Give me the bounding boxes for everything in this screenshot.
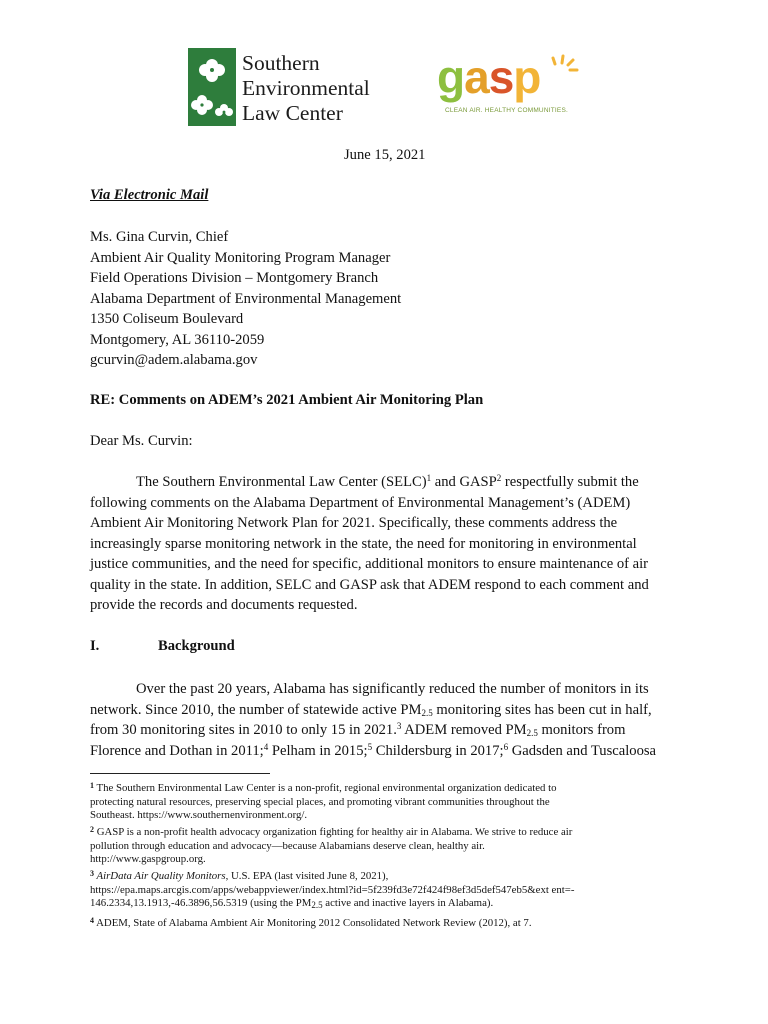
- footnote-ref: 2: [496, 473, 502, 483]
- address-line: Alabama Department of Environmental Management: [90, 290, 402, 307]
- paragraph-line: provide the records and documents requested.: [90, 597, 358, 613]
- address-line: Field Operations Division – Montgomery Branch: [90, 270, 379, 286]
- paragraph-line: justice communities, and the need for specific, additional monitors to ensure maintenance of air: [90, 556, 649, 572]
- letter-date: June 15, 2021: [344, 147, 426, 163]
- gasp-tagline: CLEAN AIR. HEALTHY COMMUNITIES.: [445, 107, 568, 114]
- address-line: Ambient Air Quality Monitoring Program Manager: [90, 249, 391, 266]
- footnote-link[interactable]: Southeast. https://www.southernenvironment.org/.: [90, 809, 308, 822]
- selc-logo: [188, 48, 388, 126]
- address-line: Ms. Gina Curvin, Chief: [90, 229, 229, 245]
- section-title: Background: [158, 638, 235, 654]
- footnote-1: $^1$ The Southern Environmental Law Center is a non-profit, regional environmental organization dedicated to protecting natural resources, preserving special places, and promoting vibrant communities throughout the Southeast. https://www.southernenvironment.org/.: [90, 781, 557, 822]
- footnote-ref: 3: [396, 721, 402, 731]
- paragraph-line: following comments on the Alabama Department of Environmental Management’s (ADEM): [90, 494, 631, 511]
- paragraph-line: Ambient Air Monitoring Network Plan for 2021. Specifically, these comments address the: [90, 515, 618, 531]
- footnote-2: $^2$ GASP is a non-profit health advocacy organization fighting for healthy air in Alabama. We strive to reduce air pollution through education and advocacy—because Alabamians deserve clean, healthy air. http://www.gaspgroup.org.: [90, 825, 573, 866]
- selc-name-line-2: Environmental: [242, 76, 370, 100]
- paragraph-line: from 30 monitoring sites in 2010 to only 15 in 2021.$^3$ ADEM removed $PM_{2.5}$ monitors from: [90, 721, 626, 738]
- footnote-ref: 1: [426, 473, 432, 483]
- address-line: 1350 Coliseum Boulevard: [90, 311, 244, 327]
- footnote-divider: [90, 773, 270, 774]
- intro-paragraph: [90, 472, 649, 616]
- subject-line: RE: Comments on ADEM’s 2021 Ambient Air Monitoring Plan: [90, 392, 484, 408]
- footnote-4: $^4$ ADEM, State of Alabama Ambient Air Monitoring 2012 Consolidated Network Review (2012), at 7.: [90, 916, 532, 929]
- recipient-email: gcurvin@adem.alabama.gov: [90, 352, 258, 368]
- paragraph-line: Over the past 20 years, Alabama has significantly reduced the number of monitors in its: [136, 681, 649, 697]
- gasp-logo: [437, 52, 581, 120]
- selc-wordmark: [242, 51, 370, 126]
- address-line: Montgomery, AL 36110-2059: [90, 331, 265, 348]
- paragraph-line: The Southern Environmental Law Center (SELC)$^1$ and GASP$^2$ respectfully submit the: [136, 473, 639, 490]
- background-paragraph: [90, 679, 656, 761]
- paragraph-line: quality in the state. In addition, SELC and GASP ask that ADEM respond to each comment and: [90, 576, 649, 593]
- section-heading: [90, 636, 235, 657]
- section-number: I.: [90, 638, 100, 654]
- selc-name-line-3: Law Center: [242, 101, 343, 125]
- footnote-ref: 5: [367, 741, 373, 752]
- footnote-link[interactable]: https://epa.maps.arcgis.com/apps/webappviewer/index.html?id=5f239fd3e72f424f98ef3d5def547eb5&ext ent=-: [90, 883, 575, 896]
- gasp-wordmark: gasp: [437, 51, 541, 103]
- delivery-method: Via Electronic Mail: [90, 187, 209, 203]
- footnote-3: $^3$ AirData Air Quality Monitors, U.S. EPA (last visited June 8, 2021), https://epa.maps.arcgis.com/apps/webappviewer/index.html?id=5f239fd3e72f424f98ef3d5def547eb5&ext ent=- 146.2334,13.1913,-46.3896,56.5319 (using the $PM_{2.5}$ active and inactive layers in Alabama).: [90, 869, 575, 911]
- footnote-link[interactable]: http://www.gaspgroup.org.: [90, 853, 206, 866]
- paragraph-line: Florence and Dothan in 2011;$^4$ Pelham in 2015;$^5$ Childersburg in 2017;$^6$ Gadsden and Tuscaloosa: [90, 741, 657, 759]
- selc-name-line-1: Southern: [242, 51, 320, 75]
- paragraph-line: increasingly sparse monitoring network in the state, the need for monitoring in environmental: [90, 535, 637, 552]
- paragraph-line: network. Since 2010, the number of statewide active $PM_{2.5}$ monitoring sites has been cut in half,: [90, 701, 652, 718]
- footnote-ref: 4: [263, 741, 269, 752]
- salutation: Dear Ms. Curvin:: [90, 433, 193, 449]
- sun-rays-icon: [547, 54, 581, 88]
- dogwood-flower-icon: [188, 48, 236, 126]
- footnote-ref: 6: [503, 741, 509, 752]
- recipient-address: [90, 227, 401, 371]
